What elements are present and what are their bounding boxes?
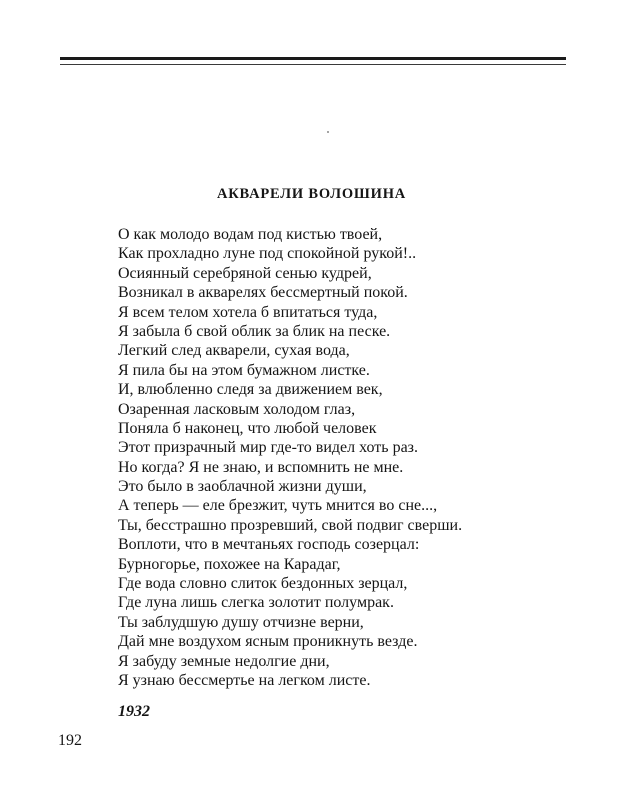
header-rule-thick: [60, 57, 566, 60]
poem-line: Где вода словно слиток бездонных зерцал,: [118, 575, 408, 593]
poem-line: Я пила бы на этом бумажном листке.: [118, 361, 370, 379]
poem-line: Как прохладно луне под спокойной рукой!..: [118, 245, 417, 263]
poem-line: А теперь — еле брезжит, чуть мнится во сне...,: [118, 497, 438, 515]
header-rule-thin: [60, 64, 566, 65]
page-number: 192: [58, 732, 82, 749]
poem-line: Поняла б наконец, что любой человек: [118, 419, 377, 437]
poem-line: Ты, бесстрашно прозревший, свой подвиг сверши.: [118, 516, 463, 534]
poem-line: Я всем телом хотела б впитаться туда,: [118, 303, 378, 321]
poem-date: 1932: [118, 703, 150, 720]
poem-line: Осиянный серебряной сенью кудрей,: [118, 264, 372, 282]
poem-line: Я узнаю бессмертье на легком листе.: [118, 671, 371, 689]
poem-line: О как молодо водам под кистью твоей,: [118, 226, 383, 243]
poem-line: Но когда? Я не знаю, и вспомнить не мне.: [118, 458, 404, 476]
poem-line: Воплоти, что в мечтаньях господь созерцал:: [118, 536, 420, 554]
poem-line: Где луна лишь слегка золотит полумрак.: [118, 594, 394, 612]
poem-title: АКВАРЕЛИ ВОЛОШИНА: [216, 186, 407, 202]
poem-line: Дай мне воздухом ясным проникнуть везде.: [118, 633, 418, 651]
poem-line: Возникал в акварелях бессмертный покой.: [118, 284, 408, 302]
print-speck: [327, 131, 329, 133]
poem-line: Ты заблудшую душу отчизне верни,: [118, 613, 364, 631]
poem-line: Я забуду земные недолгие дни,: [118, 652, 330, 670]
poem-line: Легкий след акварели, сухая вода,: [118, 342, 350, 360]
poem-line: И, влюбленно следя за движением век,: [118, 381, 383, 399]
poem-line: Бурногорье, похожее на Карадаг,: [118, 555, 341, 573]
poem-line: Я забыла б свой облик за блик на песке.: [118, 322, 391, 340]
poem-line: Этот призрачный мир где-то видел хоть раз.: [118, 439, 418, 457]
poem-line: Это было в заоблачной жизни души,: [118, 478, 367, 496]
poem-body: [118, 225, 598, 690]
poem-line: Озаренная ласковым холодом глаз,: [118, 400, 356, 418]
